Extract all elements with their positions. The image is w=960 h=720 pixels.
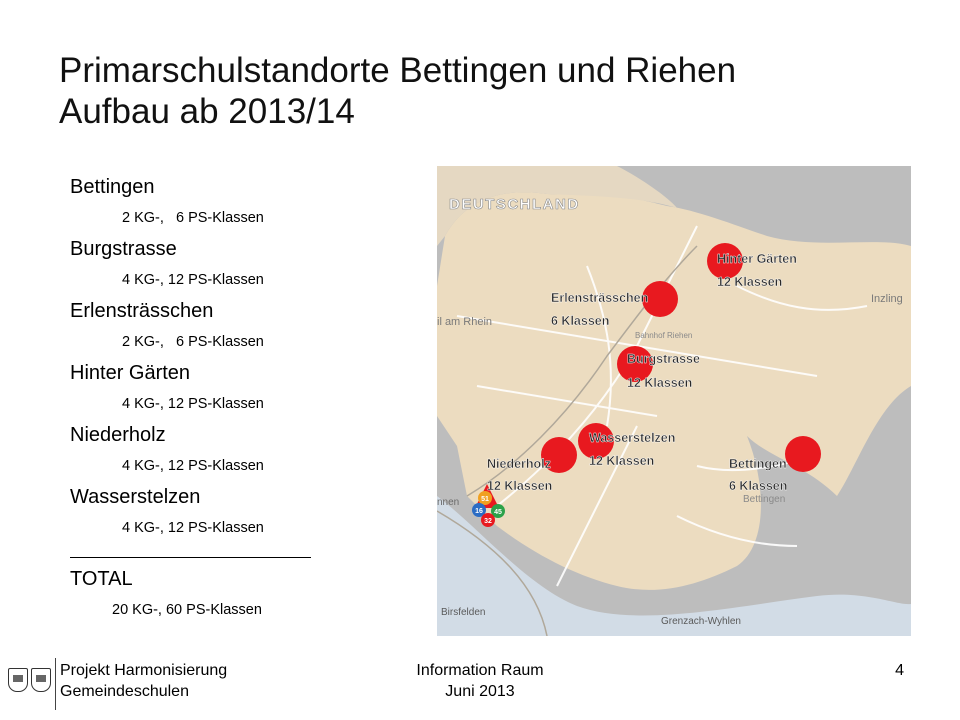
total-divider — [70, 557, 311, 558]
map-label-bahnhof: Bahnhof Riehen — [635, 331, 693, 340]
marker-classes: 6 Klassen — [729, 479, 788, 493]
map-graphic — [437, 166, 911, 636]
location-classes: 4 KG-, 12 PS-Klassen — [122, 272, 264, 288]
footer-project-line-2: Gemeindeschulen — [60, 683, 189, 700]
map-label-weil: il am Rhein — [437, 316, 493, 328]
marker-name: Burgstrasse — [627, 352, 700, 366]
location-classes: 4 KG-, 12 PS-Klassen — [122, 520, 264, 536]
school-map — [437, 166, 911, 636]
location-classes: 2 KG-, 6 PS-Klassen — [122, 210, 264, 226]
coat-of-arms-icon — [31, 668, 51, 692]
location-classes: 4 KG-, 12 PS-Klassen — [122, 396, 264, 412]
location-item — [70, 422, 320, 484]
slide-title — [59, 50, 919, 132]
footer-info — [380, 660, 580, 702]
location-name: Niederholz — [70, 424, 166, 446]
location-name: Erlensträsschen — [70, 300, 214, 322]
coat-of-arms-icon — [8, 668, 28, 692]
location-item — [70, 236, 320, 298]
marker-name: Erlensträsschen — [551, 291, 649, 305]
marker-classes: 12 Klassen — [627, 376, 693, 390]
map-country-label: DEUTSCHLAND — [449, 196, 580, 213]
total-label: TOTAL — [70, 568, 133, 590]
slide-footer — [0, 656, 960, 720]
map-label-bettingen: Bettingen — [743, 494, 786, 505]
marker-name: Hinter Gärten — [717, 252, 797, 266]
marker-classes: 12 Klassen — [487, 479, 553, 493]
marker-classes: 12 Klassen — [589, 454, 655, 468]
marker-name: Bettingen — [729, 457, 787, 471]
location-classes: 2 KG-, 6 PS-Klassen — [122, 334, 264, 350]
location-list — [70, 174, 320, 546]
marker-classes: 12 Klassen — [717, 275, 783, 289]
location-classes: 4 KG-, 12 PS-Klassen — [122, 458, 264, 474]
marker-classes: 6 Klassen — [551, 314, 610, 328]
map-label-birsfelden: Birsfelden — [441, 607, 486, 618]
footer-info-line-1: Information Raum — [416, 662, 544, 679]
total-classes: 20 KG-, 60 PS-Klassen — [112, 602, 262, 618]
location-name: Bettingen — [70, 176, 155, 198]
map-label-inzlingen: Inzling — [871, 293, 903, 305]
title-line-2: Aufbau ab 2013/14 — [59, 92, 355, 131]
marker-dot — [785, 436, 821, 472]
footer-divider — [55, 658, 56, 710]
location-item — [70, 484, 320, 546]
location-item — [70, 298, 320, 360]
title-line-1: Primarschulstandorte Bettingen und Riehen — [59, 51, 737, 90]
route-number: 16 — [475, 508, 483, 515]
location-item — [70, 174, 320, 236]
page-number: 4 — [895, 662, 904, 679]
footer-project-line-1: Projekt Harmonisierung — [60, 662, 228, 679]
footer-info-line-2: Juni 2013 — [445, 683, 515, 700]
route-number: 32 — [484, 518, 492, 525]
map-label-basel: nnen — [437, 497, 460, 508]
location-name: Wasserstelzen — [70, 486, 201, 508]
footer-project — [60, 660, 227, 702]
route-number: 45 — [494, 509, 502, 516]
marker-name: Niederholz — [487, 457, 551, 471]
location-item — [70, 360, 320, 422]
marker-name: Wasserstelzen — [589, 431, 676, 445]
total-block — [70, 566, 320, 628]
location-name: Burgstrasse — [70, 238, 177, 260]
location-name: Hinter Gärten — [70, 362, 191, 384]
route-number: 51 — [481, 496, 489, 503]
map-label-grenzach: Grenzach-Wyhlen — [661, 616, 741, 627]
